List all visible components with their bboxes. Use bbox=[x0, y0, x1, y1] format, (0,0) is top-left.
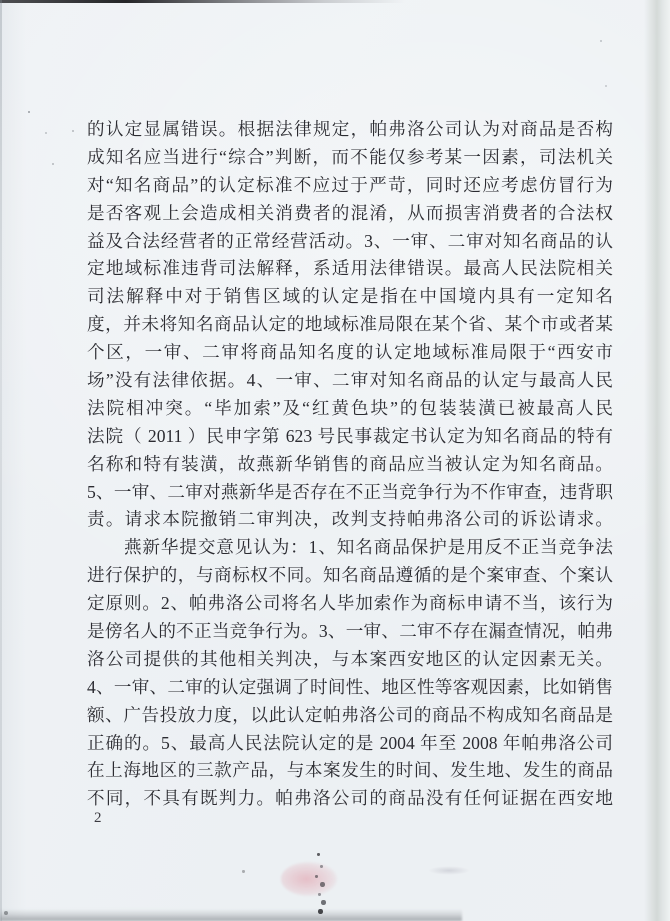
text-line: 是否客观上会造成相关消费者的混淆，从而损害消费者的合法权 bbox=[87, 202, 613, 223]
text-line: 对“知名商品”的认定标准不应过于严苛，同时还应考虑仿冒行为 bbox=[87, 174, 613, 195]
scan-artifact-bottom-shadow bbox=[0, 909, 462, 921]
text-line: 进行保护的，与商标权不同。知名商品遵循的是个案审查、个案认 bbox=[87, 565, 613, 586]
text-line: 定地域标准违背司法解释，系适用法律错误。最高人民法院相关 bbox=[87, 258, 613, 279]
text-line: 在上海地区的三款产品，与本案发生的时间、发生地、发生的商品 bbox=[87, 760, 613, 781]
text-line: 司法解释中对于销售区域的认定是指在中国境内具有一定知名 bbox=[87, 286, 613, 307]
text-line: 个区，一审、二审将商品知名度的认定地域标准局限于“西安市 bbox=[87, 342, 613, 363]
scan-artifact-right-page-edge bbox=[644, 0, 670, 921]
text-line: 5、一审、二审对燕新华是否存在不正当竞争行为不作审查，违背职 bbox=[87, 481, 613, 502]
text-line: 正确的。5、最高人民法院认定的是 2004 年至 2008 年帕弗洛公司 bbox=[87, 732, 613, 753]
text-line: 4、一审、二审的认定强调了时间性、地区性等客观因素，比如销售 bbox=[87, 676, 613, 697]
text-line: 额、广告投放力度，以此认定帕弗洛公司的商品不构成知名商品是 bbox=[87, 704, 613, 725]
document-text bbox=[87, 116, 613, 813]
ink-scribble bbox=[317, 853, 320, 856]
stamp-smudge bbox=[281, 862, 337, 896]
grey-smudge bbox=[428, 866, 470, 875]
text-line: 法院（ 2011 ）民申字第 623 号民事裁定书认定为知名商品的特有 bbox=[87, 425, 613, 446]
text-line: 名称和特有装潢，故燕新华销售的商品应当被认定为知名商品。 bbox=[87, 453, 613, 474]
text-line: 益及合法经营者的正常经营活动。3、一审、二审对知名商品的认 bbox=[87, 230, 613, 251]
text-line: 法院相冲突。“毕加索”及“红黄色块”的包装装潢已被最高人民 bbox=[87, 397, 613, 418]
text-line: 是傍名人的不正当竞争行为。3、一审、二审不存在漏查情况，帕弗 bbox=[87, 621, 613, 642]
text-line: 成知名应当进行“综合”判断，而不能仅参考某一因素，司法机关 bbox=[87, 146, 613, 167]
text-line: 责。请求本院撤销二审判决，改判支持帕弗洛公司的诉讼请求。 bbox=[87, 509, 613, 530]
text-line: 的认定显属错误。根据法律规定，帕弗洛公司认为对商品是否构 bbox=[87, 119, 613, 139]
text-line: 度，并未将知名商品认定的地域标准局限在某个省、某个市或者某 bbox=[87, 314, 613, 335]
text-line: 洛公司提供的其他相关判决，与本案西安地区的认定因素无关。 bbox=[87, 648, 613, 669]
text-line: 不同，不具有既判力。帕弗洛公司的商品没有任何证据在西安地 bbox=[87, 788, 613, 809]
scan-artifact-left-edge bbox=[0, 0, 2, 921]
scan-artifact-specks bbox=[28, 111, 30, 113]
text-line: 燕新华提交意见认为：1、知名商品保护是用反不正当竞争法 bbox=[87, 537, 613, 558]
text-line: 定原则。2、帕弗洛公司将名人毕加索作为商标申请不当，该行为 bbox=[87, 593, 613, 614]
page-number: 2 bbox=[94, 810, 102, 826]
scan-artifact-top-line bbox=[0, 0, 450, 3]
text-line: 场”没有法律依据。4、一审、二审对知名商品的认定与最高人民 bbox=[87, 370, 613, 391]
